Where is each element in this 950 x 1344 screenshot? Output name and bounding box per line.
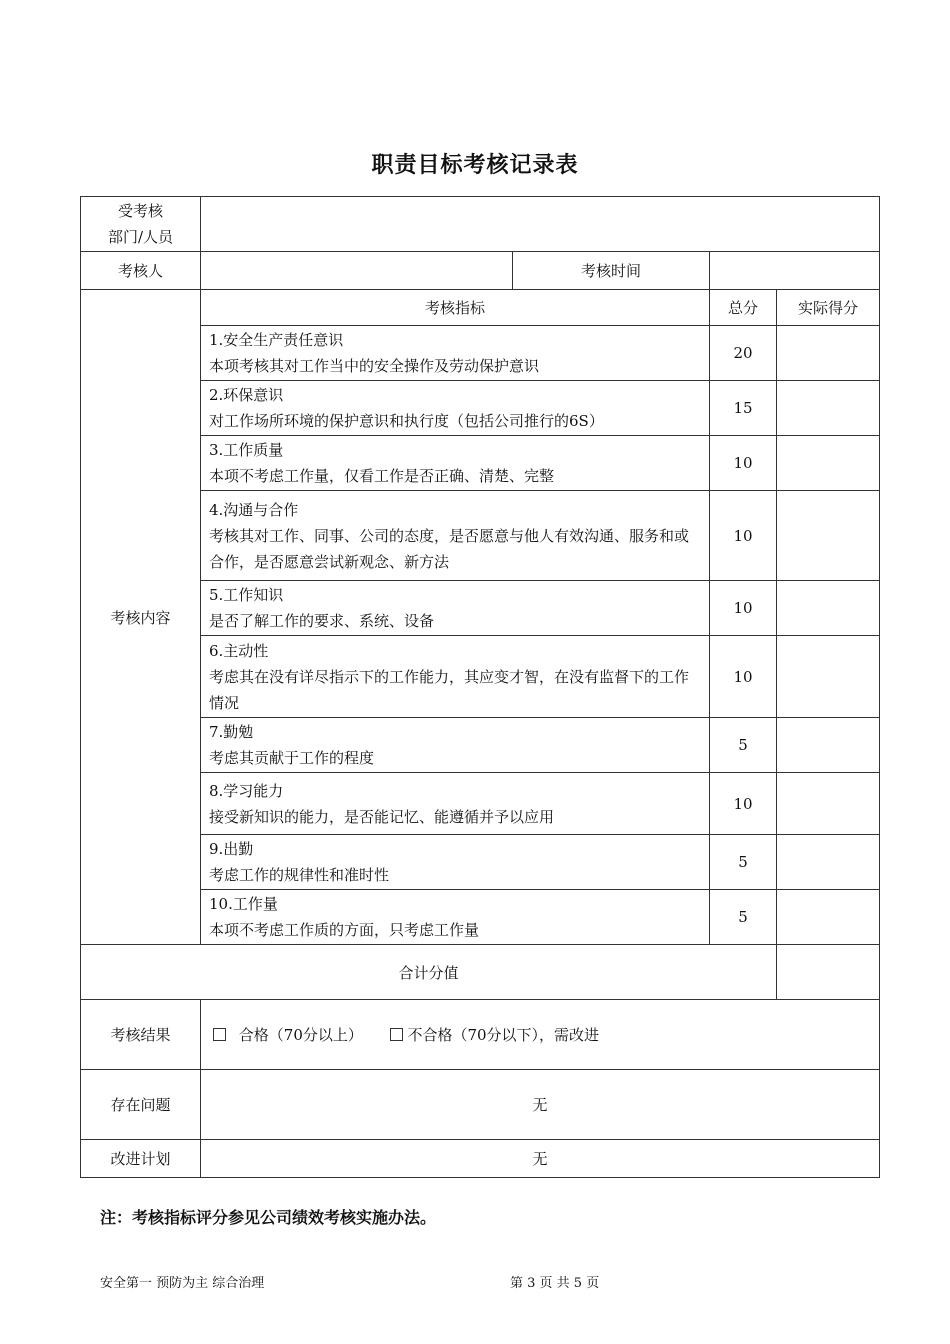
indicator-name: 2.环保意识	[209, 386, 284, 404]
indicator-actual-score[interactable]	[777, 491, 880, 581]
indicator-row	[81, 581, 880, 636]
assessor-field[interactable]	[201, 252, 513, 290]
assessor-label: 考核人	[81, 252, 201, 290]
indicator-desc: 对工作场所环境的保护意识和执行度（包括公司推行的6S）	[209, 412, 604, 430]
subject-field[interactable]	[201, 197, 880, 252]
indicator-name: 9.出勤	[209, 840, 254, 858]
indicator-actual-score[interactable]	[777, 381, 880, 436]
indicator-total-score: 5	[710, 718, 777, 773]
footnote: 注：考核指标评分参见公司绩效考核实施办法。	[100, 1208, 437, 1227]
pass-checkbox[interactable]	[213, 1028, 226, 1041]
content-label: 考核内容	[81, 290, 201, 945]
indicator-row	[81, 381, 880, 436]
col-actual-header: 实际得分	[777, 290, 880, 326]
assessment-table	[80, 196, 880, 1178]
page-title: 职责目标考核记录表	[371, 152, 579, 178]
subject-label-line2: 部门/人员	[107, 228, 174, 246]
indicator-cell	[201, 491, 710, 581]
indicator-cell	[201, 773, 710, 835]
indicator-row	[81, 835, 880, 890]
result-label: 考核结果	[81, 1000, 201, 1070]
subject-label-line1: 受考核	[117, 202, 163, 220]
indicator-actual-score[interactable]	[777, 326, 880, 381]
sum-row	[81, 945, 880, 1000]
assessor-row	[81, 252, 880, 290]
indicator-row	[81, 718, 880, 773]
indicator-row	[81, 636, 880, 718]
indicator-desc: 考虑其贡献于工作的程度	[209, 749, 375, 767]
indicator-desc: 考核其对工作、同事、公司的态度，是否愿意与他人有效沟通、服务和或合作，是否愿意尝试新观念、新方法	[209, 526, 690, 571]
indicator-cell	[201, 381, 710, 436]
indicator-name: 7.勤勉	[209, 723, 254, 741]
indicator-total-score: 10	[710, 491, 777, 581]
indicator-desc: 考虑其在没有详尽指示下的工作能力，其应变才智，在没有监督下的工作情况	[209, 667, 690, 712]
assess-time-label: 考核时间	[513, 252, 710, 290]
indicator-desc: 本项不考虑工作量，仅看工作是否正确、清楚、完整	[209, 467, 555, 485]
indicator-cell	[201, 326, 710, 381]
issues-value[interactable]: 无	[201, 1070, 880, 1140]
indicator-name: 10.工作量	[209, 895, 278, 913]
sum-value-field[interactable]	[777, 945, 880, 1000]
indicator-row	[81, 773, 880, 835]
indicator-total-score: 5	[710, 835, 777, 890]
sum-label: 合计分值	[81, 945, 777, 1000]
indicator-cell	[201, 581, 710, 636]
indicator-actual-score[interactable]	[777, 835, 880, 890]
indicator-name: 3.工作质量	[209, 441, 284, 459]
indicator-actual-score[interactable]	[777, 436, 880, 491]
subject-label	[81, 197, 201, 252]
indicator-total-score: 10	[710, 581, 777, 636]
issues-label: 存在问题	[81, 1070, 201, 1140]
fail-option-label: 不合格（70分以下），需改进	[407, 1026, 600, 1044]
indicator-actual-score[interactable]	[777, 581, 880, 636]
indicator-actual-score[interactable]	[777, 773, 880, 835]
assess-time-field[interactable]	[710, 252, 880, 290]
indicator-row	[81, 890, 880, 945]
plan-row	[81, 1140, 880, 1178]
indicator-desc: 本项不考虑工作质的方面，只考虑工作量	[209, 921, 480, 939]
indicator-header-row	[81, 290, 880, 326]
indicator-actual-score[interactable]	[777, 636, 880, 718]
indicator-row	[81, 491, 880, 581]
indicator-name: 1.安全生产责任意识	[209, 331, 344, 349]
indicator-desc: 考虑工作的规律性和准时性	[209, 866, 390, 884]
fail-checkbox[interactable]	[390, 1028, 403, 1041]
subject-row	[81, 197, 880, 252]
indicator-total-score: 10	[710, 773, 777, 835]
result-options	[201, 1000, 880, 1070]
indicator-actual-score[interactable]	[777, 718, 880, 773]
indicator-total-score: 10	[710, 636, 777, 718]
issues-row	[81, 1070, 880, 1140]
indicator-total-score: 15	[710, 381, 777, 436]
indicator-name: 6.主动性	[209, 641, 269, 660]
pass-option-label: 合格（70分以上）	[238, 1026, 363, 1044]
indicator-row	[81, 436, 880, 491]
plan-label: 改进计划	[81, 1140, 201, 1178]
plan-value[interactable]: 无	[201, 1140, 880, 1178]
indicator-name: 4.沟通与合作	[209, 500, 299, 519]
indicator-total-score: 10	[710, 436, 777, 491]
indicator-cell	[201, 718, 710, 773]
col-indicator-header: 考核指标	[201, 290, 710, 326]
col-total-header: 总分	[710, 290, 777, 326]
indicator-cell	[201, 636, 710, 718]
result-row	[81, 1000, 880, 1070]
page-number: 第 3 页 共 5 页	[510, 1276, 600, 1291]
indicator-actual-score[interactable]	[777, 890, 880, 945]
indicator-name: 8.学习能力	[209, 781, 284, 800]
indicator-total-score: 5	[710, 890, 777, 945]
indicator-name: 5.工作知识	[209, 586, 284, 604]
indicator-total-score: 20	[710, 326, 777, 381]
indicator-cell	[201, 890, 710, 945]
indicator-desc: 本项考核其对工作当中的安全操作及劳动保护意识	[209, 357, 540, 375]
indicator-cell	[201, 835, 710, 890]
indicator-desc: 是否了解工作的要求、系统、设备	[209, 612, 435, 630]
indicator-row	[81, 326, 880, 381]
footer-slogan: 安全第一 预防为主 综合治理	[100, 1276, 265, 1291]
indicator-desc: 接受新知识的能力，是否能记忆、能遵循并予以应用	[209, 807, 555, 826]
indicator-cell	[201, 436, 710, 491]
